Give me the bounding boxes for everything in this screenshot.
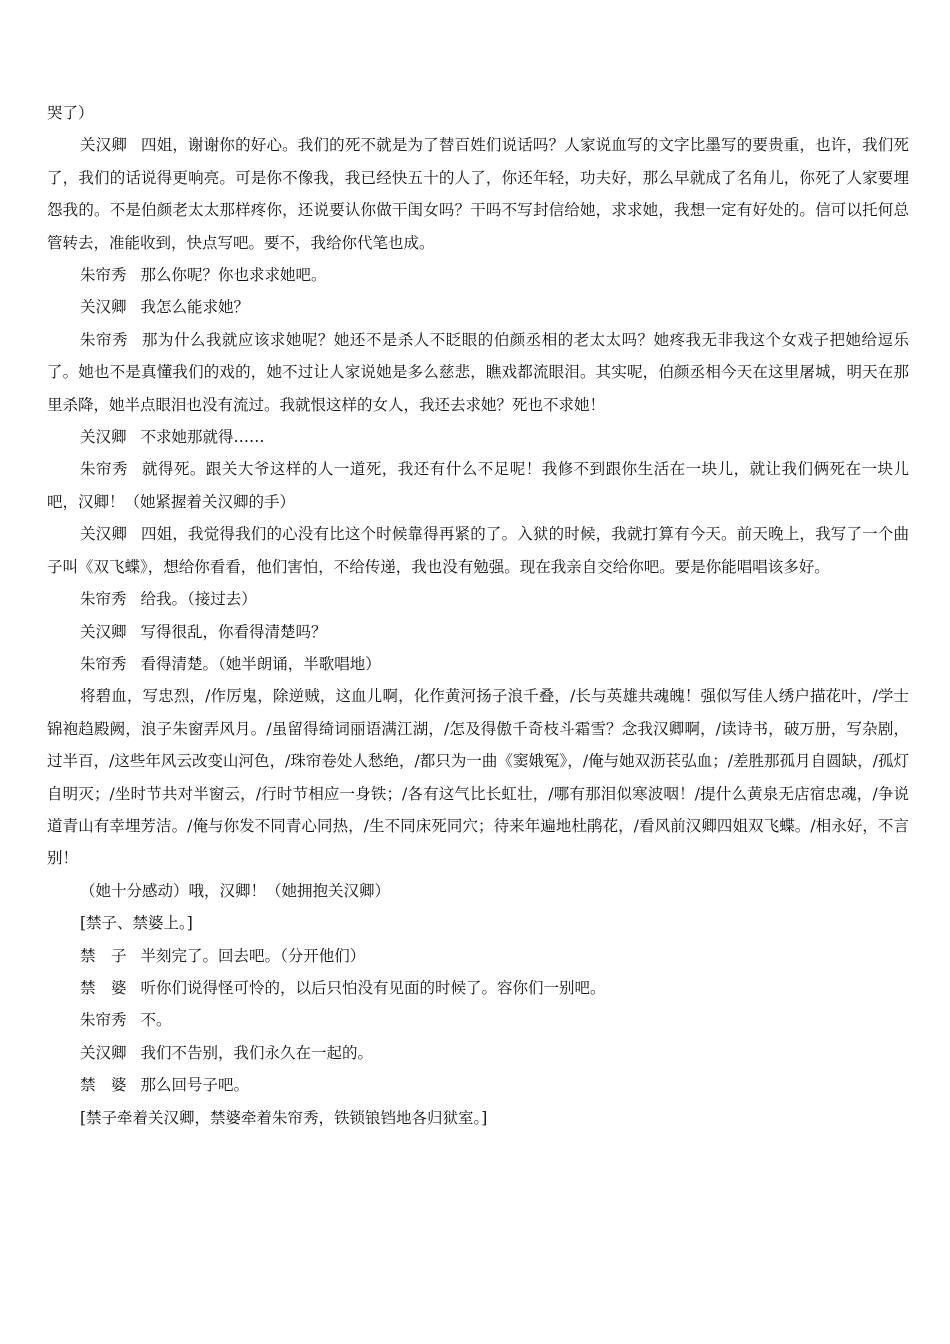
dialogue-text: 就得死。跟关大爷这样的人一道死，我还有什么不足呢！我修不到跟你生活在一块儿，就让我们俩死在一块儿吧，汉卿！（她紧握着关汉卿的手） [47, 460, 909, 511]
speaker-name: 朱帘秀 [80, 460, 128, 479]
dialogue-text: 看得清楚。（她半朗诵，半歌唱地） [140, 654, 381, 673]
speaker-name: 关汉卿 [80, 428, 127, 447]
dialogue-text: 那为什么我就应该求她呢？她还不是杀人不眨眼的伯颜丞相的老太太吗？她疼我无非我这个女戏子把她给逗乐了。她也不是真懂我们的戏的，她不过让人家说她是多么慈悲，瞧戏都流眼泪。其实呢，伯颜丞相今天在这里屠城，明天在那里杀降，她半点眼泪也没有流过。我就恨这样的女人，我还去求她？死也不求她！ [47, 330, 909, 414]
dialogue-line [47, 518, 909, 583]
dialogue-text: 我们不告别，我们永久在一起的。 [140, 1043, 374, 1062]
dialogue-text: 听你们说得怪可怜的，以后只怕没有见面的时候了。容你们一别吧。 [140, 978, 606, 997]
dialogue-line [47, 291, 909, 323]
dialogue-line [47, 421, 909, 453]
dialogue-text: 给我。（接过去） [140, 590, 257, 609]
speaker-name: 禁 婆 [80, 1076, 127, 1095]
dialogue-line [47, 940, 909, 972]
speaker-name: 朱帘秀 [80, 654, 127, 673]
dialogue-line [47, 1004, 909, 1036]
dialogue-line [47, 583, 909, 615]
document-page [47, 97, 909, 1134]
dialogue-line [47, 648, 909, 680]
dialogue-text: 半刻完了。回去吧。（分开他们） [140, 946, 366, 965]
speaker-name: 朱帘秀 [80, 266, 127, 285]
speaker-name: 禁 婆 [80, 978, 127, 997]
stage-direction [47, 1102, 909, 1134]
verse-block [47, 680, 909, 874]
verse-text: 将碧血，写忠烈，/作厉鬼，除逆贼，这血儿啊，化作黄河扬子浪千叠，/长与英雄共魂魄！强似写佳人绣户描花叶，/学士锦袍趋殿阙，浪子朱窗弄风月。/虽留得绮词丽语满江湖，/怎及得傲千奇枝斗霜雪？念我汉卿啊，/读诗书，破万册，写杂剧，过半百，/这些年风云改变山河色，/珠帘卷处人愁绝，/都只为一曲《窦娥冤》，/俺与她双沥苌弘血；/差胜那孤月自圆缺，/孤灯自明灭；/坐时节共对半窗云，/行时节相应一身铁；/各有这气比长虹壮，/哪有那泪似寒波咽！/提什么黄泉无店宿忠魂，/争说道青山有幸埋芳洁。/俺与你发不同青心同热，/生不同床死同穴；待来年遍地杜鹃花，/看风前汉卿四姐双飞蝶。/相永好，不言别！ [47, 687, 909, 868]
speaker-name: 朱帘秀 [80, 330, 128, 349]
paragraph-text: 哭了） [47, 104, 94, 122]
speaker-name: 关汉卿 [80, 525, 128, 544]
dialogue-text: 不。 [140, 1011, 172, 1030]
dialogue-line [47, 616, 909, 648]
speaker-name: 关汉卿 [80, 298, 127, 317]
dialogue-line [47, 1037, 909, 1069]
dialogue-text: 不求她那就得…… [140, 428, 265, 447]
stage-direction [47, 875, 909, 907]
speaker-name: 朱帘秀 [80, 590, 127, 609]
stage-direction [47, 907, 909, 939]
dialogue-line [47, 259, 909, 291]
dialogue-line [47, 324, 909, 421]
stage-text: （她十分感动）哦，汉卿！（她拥抱关汉卿） [80, 881, 391, 900]
dialogue-text: 那么回号子吧。 [140, 1076, 250, 1095]
speaker-name: 关汉卿 [80, 622, 127, 641]
speaker-name: 关汉卿 [80, 1043, 127, 1062]
dialogue-line [47, 453, 909, 518]
dialogue-text: 四姐，我觉得我们的心没有比这个时候靠得再紧的了。入狱的时候，我就打算有今天。前天晚上，我写了一个曲子叫《双飞蝶》，想给你看看，他们害怕，不给传递，我也没有勉强。现在我亲自交给你吧。要是你能唱唱该多好。 [47, 525, 909, 576]
dialogue-text: 我怎么能求她？ [140, 298, 250, 317]
dialogue-text: 那么你呢？你也求求她吧。 [140, 266, 327, 285]
stage-text: [禁子、禁婆上。] [80, 914, 193, 933]
paragraph-continuation [47, 97, 909, 129]
dialogue-text: 写得很乱，你看得清楚吗？ [140, 622, 327, 641]
speaker-name: 关汉卿 [80, 136, 128, 155]
stage-text: [禁子牵着关汉卿，禁婆牵着朱帘秀，铁锁锒铛地各归狱室。] [80, 1108, 488, 1127]
dialogue-line [47, 1069, 909, 1101]
speaker-name: 朱帘秀 [80, 1011, 127, 1030]
speaker-name: 禁 子 [80, 946, 127, 965]
dialogue-line [47, 129, 909, 259]
dialogue-line [47, 972, 909, 1004]
dialogue-text: 四姐，谢谢你的好心。我们的死不就是为了替百姓们说话吗？人家说血写的文字比墨写的要贵重，也许，我们死了，我们的话说得更响亮。可是你不像我，我已经快五十的人了，你还年轻，功夫好，那么早就成了名角儿，你死了人家要埋怨我的。不是伯颜老太太那样疼你，还说要认你做干闺女吗？干吗不写封信给她，求求她，我想一定有好处的。信可以托何总管转去，准能收到，快点写吧。要不，我给你代笔也成。 [47, 136, 909, 252]
